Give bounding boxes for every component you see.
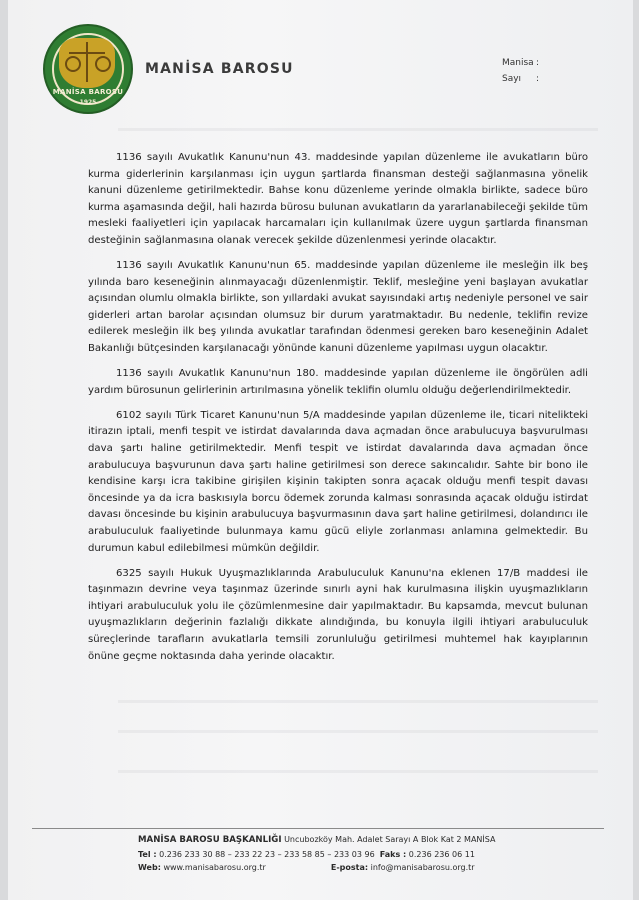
letterhead-footer	[138, 833, 495, 875]
paragraph-article-180: 1136 sayılı Avukatlık Kanunu'nun 180. maddesinde yapılan düzenleme ile öngörülen adli yardım bürosunun gelirlerinin artırılmasına yönelik teklifin olumlu olduğu değerlendirilmektedir.	[88, 368, 588, 396]
footer-fax-label: Faks :	[379, 849, 407, 859]
paragraph-article-43: 1136 sayılı Avukatlık Kanunu'nun 43. maddesinde yapılan düzenleme ile avukatların büro kurma giderlerinin karşılanması için uygun şartlarda finansman desteği sağlanmasına yönelik kanuni düzenleme getirilmektedir. Bahse konu düzenleme yerinde olmakla birlikte, sadece büro kurma aşamasında değil, hali hazırda bürosu bulunan avukatların da yararlanabileceği şekilde tüm mesleki faaliyetleri için yapılacak harcamaları için kullanılmak üzere uygun şartlarda finansman desteğinin sağlanmasına olanak verecek şekilde düzenlenmesi yerinde olacaktır.	[88, 152, 588, 246]
document-page	[8, 0, 633, 900]
footer-tel: 0.236 233 30 88 – 233 22 23 – 233 58 85 – 233 03 96	[159, 849, 375, 859]
footer-address: Uncubozköy Mah. Adalet Sarayı A Blok Kat 2 MANİSA	[284, 835, 496, 844]
footer-org: MANİSA BAROSU BAŞKANLIĞI	[138, 835, 282, 845]
paragraph-article-65: 1136 sayılı Avukatlık Kanunu'nun 65. maddesinde yapılan düzenleme ile mesleğin ilk beş yılında baro keseneğinin alınmayacağı düzenlenmiştir. Teklif, mesleğine yeni başlayan avukatlar açısından olumlu olmakla birlikte, son yıllardaki avukat sayısındaki artış nedeniyle personel ve sair giderleri artan barolar açısından olumsuz bir durum yaratmaktadır. Bu nedenle, teklifin revize edilerek mesleğin ilk beş yılında avukatlar tarafından ödenmesi gereken baro keseneğinin Adalet Bakanlığı bütçesinden karşılanacağı yönünde kanuni düzenleme yapılması uygun olacaktır.	[88, 260, 588, 355]
meta-place: Manisa :	[502, 58, 540, 68]
meta-number: Sayı :	[502, 74, 540, 84]
footer-divider	[32, 828, 604, 829]
footer-email-link[interactable]: info@manisabarosu.org.tr	[370, 863, 475, 872]
seal-year: 1925	[79, 99, 97, 106]
paragraph-hmk-17b: 6325 sayılı Hukuk Uyuşmazlıklarında Arabuluculuk Kanunu'na eklenen 17/B maddesi ile taşınmazın devrine veya taşınmaz üzerinde sınırlı ayni hak kurulmasına ilişkin uyuşmazlıkların ihtiyari arabuluculuk yolu ile çözümlenmesine dair yapılmaktadır. Bu kapsamda, mevcut bulunan uyuşmazlıkların değerinin fazlalığı dikkate alındığında, bu konuyla ilgili ihtiyari arabuluculuk süreçlerinde tarafların avukatlarla temsili zorunluluğu getirilmesi muhtemel hak kayıplarının önüne geçme noktasında daha yerinde olacaktır.	[88, 567, 588, 662]
footer-email-label: E-posta:	[330, 863, 369, 872]
footer-tel-label: Tel :	[138, 849, 157, 859]
footer-web-label: Web:	[138, 863, 161, 872]
seal-name: MANİSA BAROSU	[52, 88, 124, 96]
bar-association-seal-logo	[43, 24, 133, 114]
footer-web-link[interactable]: www.manisabarosu.org.tr	[163, 863, 266, 872]
letterhead-title: MANİSA BAROSU	[145, 61, 294, 77]
paragraph-ttk-5a: 6102 sayılı Türk Ticaret Kanunu'nun 5/A maddesinde yapılan düzenleme ile, ticari nitelikteki itirazın iptali, menfi tespit ve istirdat davalarında dava açmadan önce arabulucuya başvurulması dava şartı haline getirilmektedir. Menfi tespit ve istirdat davalarında dava açmadan önce arabulucuya başvurunun dava şartı haline getirilmesi son derece sakıncalıdır. Sahte bir bono ile kendisine karşı icra takibine girişilen kişinin takipten sonra açacak olduğu menfi tespit davası öncesinde ya da icra baskısıyla borcu ödemek zorunda kalması sonrasında açacak olduğu istirdat davası öncesinde bu kişinin arabulucuya başvurmasının dava şart haline getirilmesi, dolandırıcı ile arabuluculuk faaliyetinde bulunmaya kamu gücü eliyle zorlanması anlamına gelmektedir. Bu durumun kabul edilebilmesi mümkün değildir.	[88, 409, 588, 554]
letter-body	[88, 150, 588, 674]
footer-fax: 0.236 236 06 11	[408, 849, 475, 859]
